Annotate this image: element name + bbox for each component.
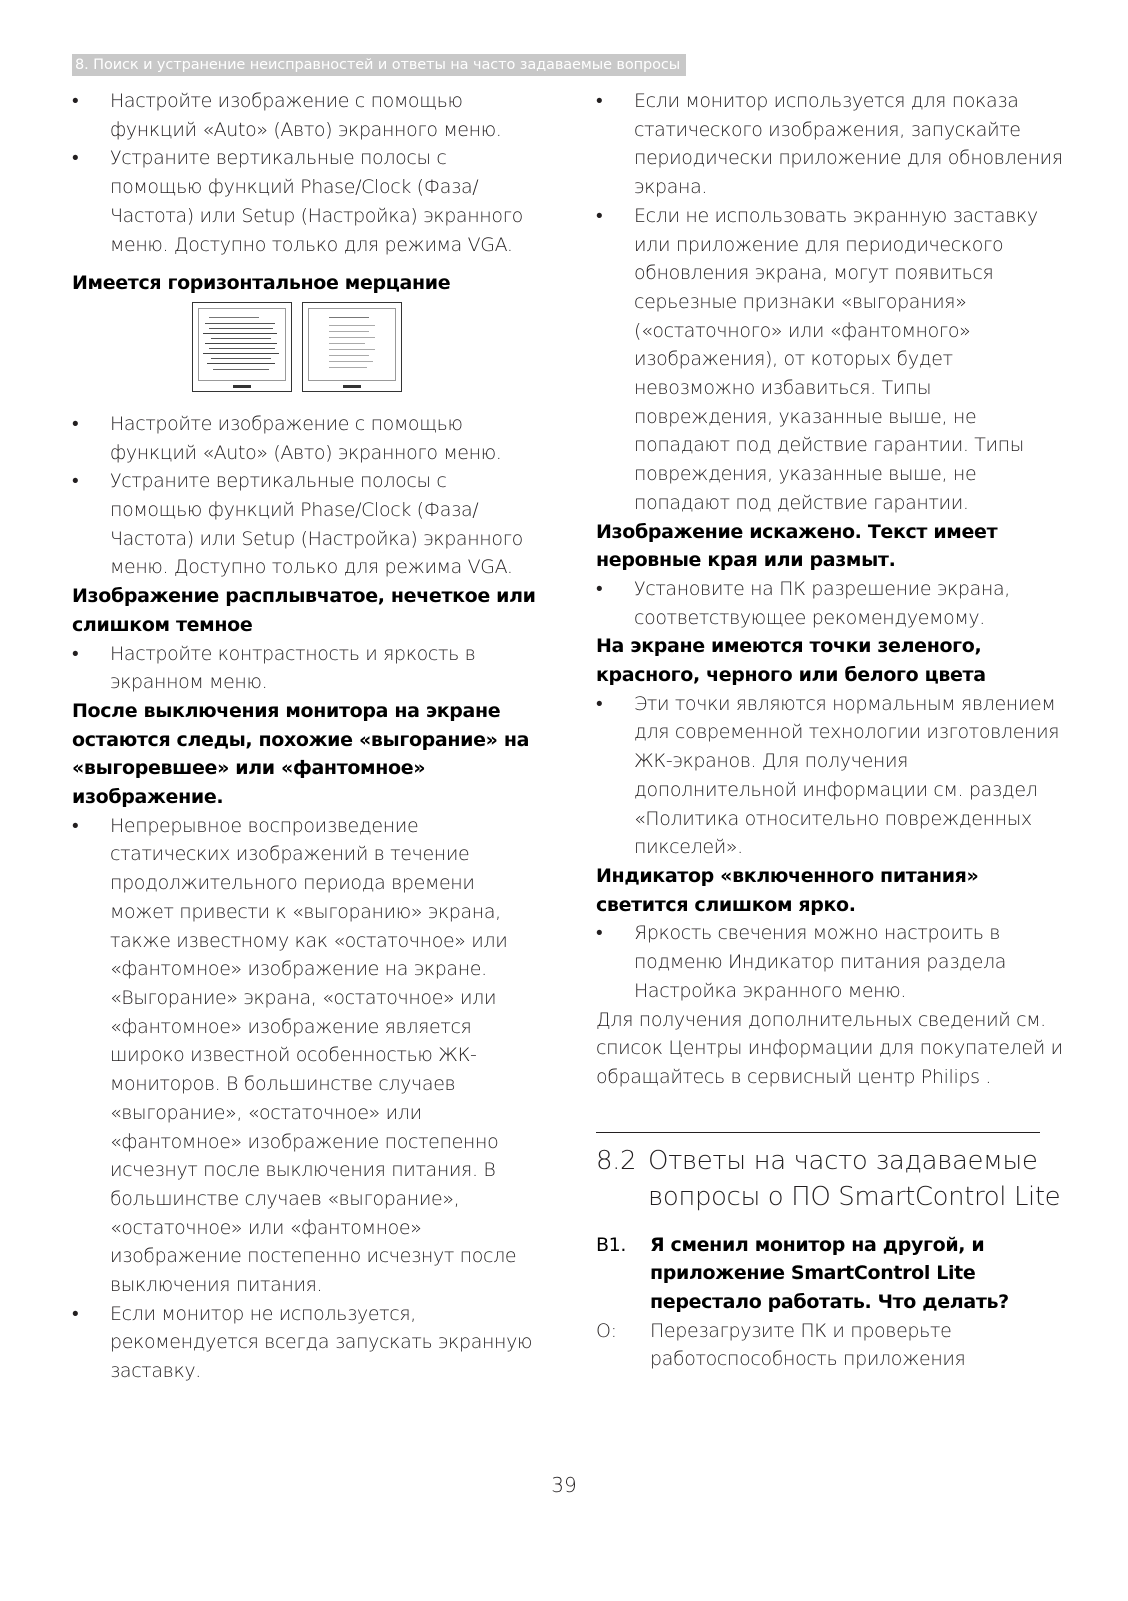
bullet-icon: • — [596, 922, 603, 945]
bullet-icon: • — [72, 470, 79, 493]
answer-text: Перезагрузите ПК и проверьте работоспособность приложения — [650, 1319, 966, 1371]
question-label: В1. — [596, 1233, 627, 1256]
heading-distorted-image: Изображение искажено. Текст имеет неровные края или размыт. — [596, 520, 998, 572]
flicker-illustration — [192, 302, 542, 392]
list-item: • Если не использовать экранную заставку или приложение для периодического обновления экрана, могут появиться серьезные признаки «выгорания» («остаточного» или «фантомного» изображения), от которых будет невозможно избавиться. Типы повреждения, указанные выше, не попадают под действие гарантии. Типы повреждения, указанные выше, не попадают под действие гарантии. — [596, 202, 1066, 518]
question-text: Я сменил монитор на другой, и приложение SmartControl Lite перестало работать. Что делать? — [650, 1233, 1009, 1314]
chapter-breadcrumb: 8. Поиск и устранение неисправностей и ответы на часто задаваемые вопросы — [72, 54, 686, 76]
section-divider — [596, 1132, 1040, 1133]
list-item: • Непрерывное воспроизведение статических изображений в течение продолжительного периода времени может привести к «выгоранию» экрана, также известному как «остаточное» или «фантомное» изображение на экране. «Выгорание» экрана, «остаточное» или «фантомное» изображение является широко известной особенностью ЖК-мониторов. В большинстве случаев «выгорание», «остаточное» или «фантомное» изображение постепенно исчезнут после выключения питания. В большинстве случаев «выгорание», «остаточное» или «фантомное» изображение постепенно исчезнут после выключения питания. — [72, 812, 542, 1300]
right-column — [596, 87, 1066, 1374]
heading-colored-dots: На экране имеются точки зеленого, красного, черного или белого цвета — [596, 635, 986, 687]
heading-blurry-image: Изображение расплывчатое, нечеткое или слишком темное — [72, 585, 536, 636]
heading-power-indicator: Индикатор «включенного питания» светится слишком ярко. — [596, 864, 979, 916]
bullet-icon: • — [72, 90, 79, 112]
list-item: • Если монитор не используется, рекомендуется всегда запускать экранную заставку. — [72, 1300, 542, 1386]
heading-horizontal-flicker: Имеется горизонтальное мерцание — [72, 272, 451, 295]
list-item: • Яркость свечения можно настроить в подменю Индикатор питания раздела Настройка экранного меню. — [596, 919, 1066, 1005]
list-item: • Настройте изображение с помощью функций «Auto» (Авто) экранного меню. — [72, 87, 542, 144]
monitor-normal-image — [302, 302, 402, 392]
list-item: • Установите на ПК разрешение экрана, соответствующее рекомендуемому. — [596, 575, 1066, 632]
bullet-icon: • — [72, 412, 79, 435]
list-item: • Устраните вертикальные полосы с помощью функций Phase/Clock (Фаза/ Частота) или Setup (Настройка) экранного меню. Доступно только для режима VGA. — [72, 144, 542, 259]
faq-question — [596, 1231, 1066, 1317]
list-item: • Эти точки являются нормальным явлением для современной технологии изготовления ЖК-экранов. Для получения дополнительной информации см. раздел «Политика относительно поврежденных пикселей». — [596, 690, 1066, 862]
bullet-icon: • — [596, 204, 603, 227]
info-paragraph: Для получения дополнительных сведений см. список Центры информации для покупателей и обращайтесь в сервисный центр Philips . — [596, 1008, 1063, 1088]
bullet-icon: • — [72, 147, 79, 170]
heading-image-burn-in: После выключения монитора на экране остаются следы, похожие «выгорание» на «выгоревшее» или «фантомное» изображение. — [72, 699, 530, 809]
bullet-icon: • — [72, 642, 79, 665]
section-heading — [596, 1143, 1066, 1215]
list-item: • Настройте контрастность и яркость в экранном меню. — [72, 640, 542, 697]
faq-answer — [596, 1317, 1066, 1374]
answer-label: О: — [596, 1319, 617, 1342]
bullet-icon: • — [72, 1302, 79, 1325]
list-item: • Устраните вертикальные полосы с помощью функций Phase/Clock (Фаза/ Частота) или Setup (Настройка) экранного меню. Доступно только для режима VGA. — [72, 467, 542, 582]
bullet-icon: • — [596, 90, 603, 112]
section-number: 8.2 — [596, 1145, 637, 1176]
list-item: • Настройте изображение с помощью функций «Auto» (Авто) экранного меню. — [72, 410, 542, 467]
left-column — [72, 87, 542, 1386]
monitor-flicker-image — [192, 302, 292, 392]
page-number: 39 — [551, 1473, 577, 1497]
bullet-icon: • — [596, 577, 603, 600]
bullet-icon: • — [596, 692, 603, 715]
list-item: • Если монитор используется для показа статического изображения, запускайте периодически приложение для обновления экрана. — [596, 87, 1066, 202]
section-title: Ответы на часто задаваемые вопросы о ПО SmartControl Lite — [648, 1145, 1061, 1212]
bullet-icon: • — [72, 814, 79, 837]
